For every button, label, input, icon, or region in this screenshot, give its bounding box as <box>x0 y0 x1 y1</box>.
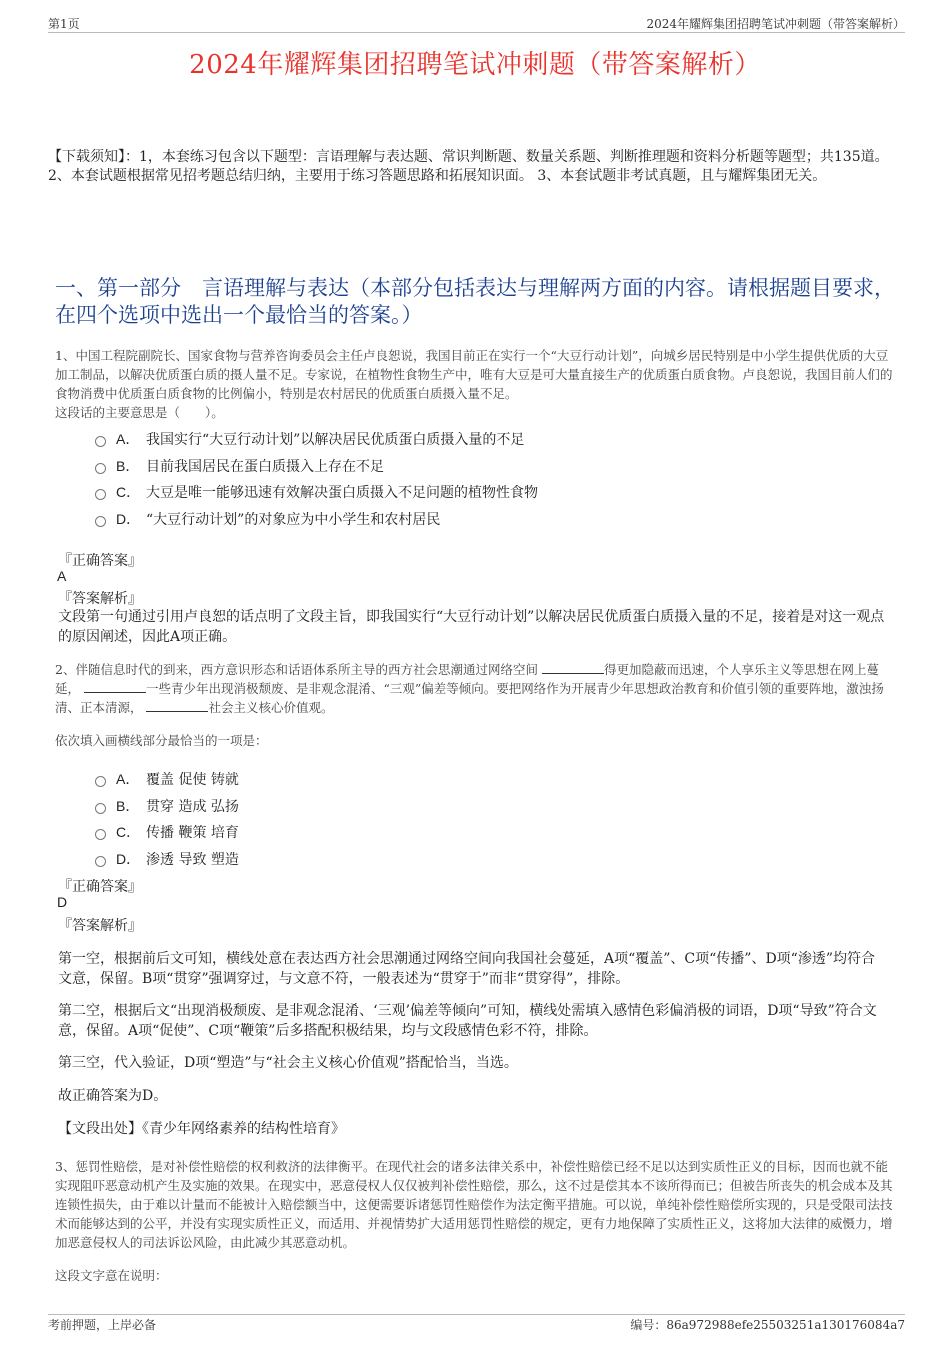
option-d[interactable]: D． 渗透 导致 塑造 <box>95 846 895 873</box>
question-3 <box>55 1157 900 1285</box>
radio-icon[interactable] <box>95 463 106 474</box>
analysis-label: 『答案解析』 <box>58 591 142 607</box>
question-1-options <box>95 426 895 532</box>
question-1-ask: 这段话的主要意思是（ ）。 <box>55 405 224 420</box>
radio-icon[interactable] <box>95 436 106 447</box>
radio-icon[interactable] <box>95 803 106 814</box>
question-1-analysis: 文段第一句通过引用卢良恕的话点明了文段主旨，即我国实行“大豆行动计划”以解决居民优质蛋白质摄入量的不足，接着是对这一观点的原因阐述，因此A项正确。 <box>58 609 885 645</box>
radio-icon[interactable] <box>95 856 106 867</box>
radio-icon[interactable] <box>95 776 106 787</box>
question-2-source: 【文段出处】《青少年网络素养的结构性培育》 <box>58 1121 345 1137</box>
question-2-conclusion: 故正确答案为D。 <box>58 1088 168 1104</box>
option-c[interactable]: C． 大豆是唯一能够迅速有效解决蛋白质摄入不足问题的植物性食物 <box>95 479 895 506</box>
option-a[interactable]: A． 覆盖 促使 铸就 <box>95 766 895 793</box>
correct-answer-label: 『正确答案』 <box>58 879 142 895</box>
page-number: 第1页 <box>48 17 80 31</box>
radio-icon[interactable] <box>95 489 106 500</box>
question-2-analysis-3: 第三空，代入验证，D项“塑造”与“社会主义核心价值观”搭配恰当，当选。 <box>58 1055 518 1071</box>
download-notice: 【下载须知】：1，本套练习包含以下题型：言语理解与表达题、常识判断题、数量关系题、判断推理题和资料分析题等题型；共135道。 2、本套试题根据常见招考题总结归纳，主要用于练习答题思路和拓展知识面。 3、本套试题非考试真题，且与耀辉集团无关。 <box>48 149 889 184</box>
radio-icon[interactable] <box>95 829 106 840</box>
fill-blank <box>84 680 146 693</box>
footer-slogan: 考前押题，上岸必备 <box>48 1318 157 1332</box>
question-2 <box>55 660 900 750</box>
page-footer <box>48 1314 905 1333</box>
radio-icon[interactable] <box>95 516 106 527</box>
correct-answer-label: 『正确答案』 <box>58 553 142 569</box>
question-1 <box>55 346 900 422</box>
fill-blank <box>542 661 604 674</box>
option-a[interactable]: A． 我国实行“大豆行动计划”以解决居民优质蛋白质摄入量的不足 <box>95 426 895 453</box>
analysis-label: 『答案解析』 <box>58 918 142 934</box>
header-doc-title: 2024年耀辉集团招聘笔试冲刺题（带答案解析） <box>646 17 905 31</box>
option-c[interactable]: C． 传播 鞭策 培育 <box>95 819 895 846</box>
fill-blank <box>146 699 208 712</box>
question-3-ask: 这段文字意在说明： <box>55 1268 168 1283</box>
question-2-analysis-2: 第二空，根据后文“出现消极颓废、是非观念混淆、‘三观’偏差等倾向”可知，横线处需填入感情色彩偏消极的词语，D项“导致”符合文意，保留。A项“促使”、C项“鞭策”后多搭配积极结果，均与文段感情色彩不符，排除。 <box>58 1003 877 1039</box>
page-header <box>48 14 905 33</box>
section-heading: 一、第一部分 言语理解与表达（本部分包括表达与理解两方面的内容。请根据题目要求，在四个选项中选出一个最恰当的答案。） <box>55 276 895 327</box>
footer-serial: 编号：86a972988efe25503251a130176084a7 <box>630 1318 905 1332</box>
question-2-analysis-1: 第一空，根据前后文可知，横线处意在表达西方社会思潮通过网络空间向我国社会蔓延，A项“覆盖”、C项“传播”、D项“渗透”均符合文意，保留。B项“贯穿”强调穿过，与文意不符，一般表述为“贯穿于”而非“贯穿得”，排除。 <box>58 951 875 987</box>
document-title: 2024年耀辉集团招聘笔试冲刺题（带答案解析） <box>189 50 761 80</box>
question-3-stem: 3、惩罚性赔偿，是对补偿性赔偿的权利救济的法律衡平。在现代社会的诸多法律关系中，补偿性赔偿已经不足以达到实质性正义的目标，因而也就不能实现阻吓恶意动机产生及实施的效果。在现实中，恶意侵权人仅仅被判补偿性赔偿，那么，这不过是偿其本不该所得而已；但被告所丧失的机会成本及其连锁性损失，由于难以计量而不能被计入赔偿额当中，这便需要诉诸惩罚性赔偿作为法定衡平措施。可以说，单纯补偿性赔偿所实现的，只是受限司法技术而能够达到的公平，并没有实现实质性正义，而适用、并视情势扩大适用惩罚性赔偿的规定，更有力地保障了实质性正义，这将加大法律的威慑力，增加恶意侵权人的司法诉讼风险，由此减少其恶意动机。 <box>55 1159 893 1250</box>
option-b[interactable]: B． 贯穿 造成 弘扬 <box>95 793 895 820</box>
option-d[interactable]: D． “大豆行动计划”的对象应为中小学生和农村居民 <box>95 506 895 533</box>
question-1-stem: 1、中国工程院副院长、国家食物与营养咨询委员会主任卢良恕说，我国目前正在实行一个“大豆行动计划”，向城乡居民特别是中小学生提供优质的大豆加工制品，以解决优质蛋白质的摄人量不足。专家说，在植物性食物生产中，唯有大豆是可大量直接生产的优质蛋白质食物。卢良恕说，我国目前人们的食物消费中优质蛋白质食物的比例偏小，特别是农村居民的优质蛋白质摄入量不足。 <box>55 348 893 401</box>
correct-answer-value: D <box>57 894 68 910</box>
question-2-ask: 依次填入画横线部分最恰当的一项是： <box>55 733 268 748</box>
option-b[interactable]: B． 目前我国居民在蛋白质摄入上存在不足 <box>95 453 895 480</box>
question-2-options <box>95 766 895 872</box>
question-2-stem: 2、伴随信息时代的到来，西方意识形态和话语体系所主导的西方社会思潮通过网络空间 得更加隐蔽而迅速，个人享乐主义等思想在网上蔓延， 一些青少年出现消极颓废、是非观念混淆、“三观”偏差等倾向。要把网络作为开展青少年思想政治教育和价值引领的重要阵地，激浊扬清、正本清源， 社会主义核心价值观。 <box>55 662 884 715</box>
correct-answer-value: A <box>57 568 67 584</box>
